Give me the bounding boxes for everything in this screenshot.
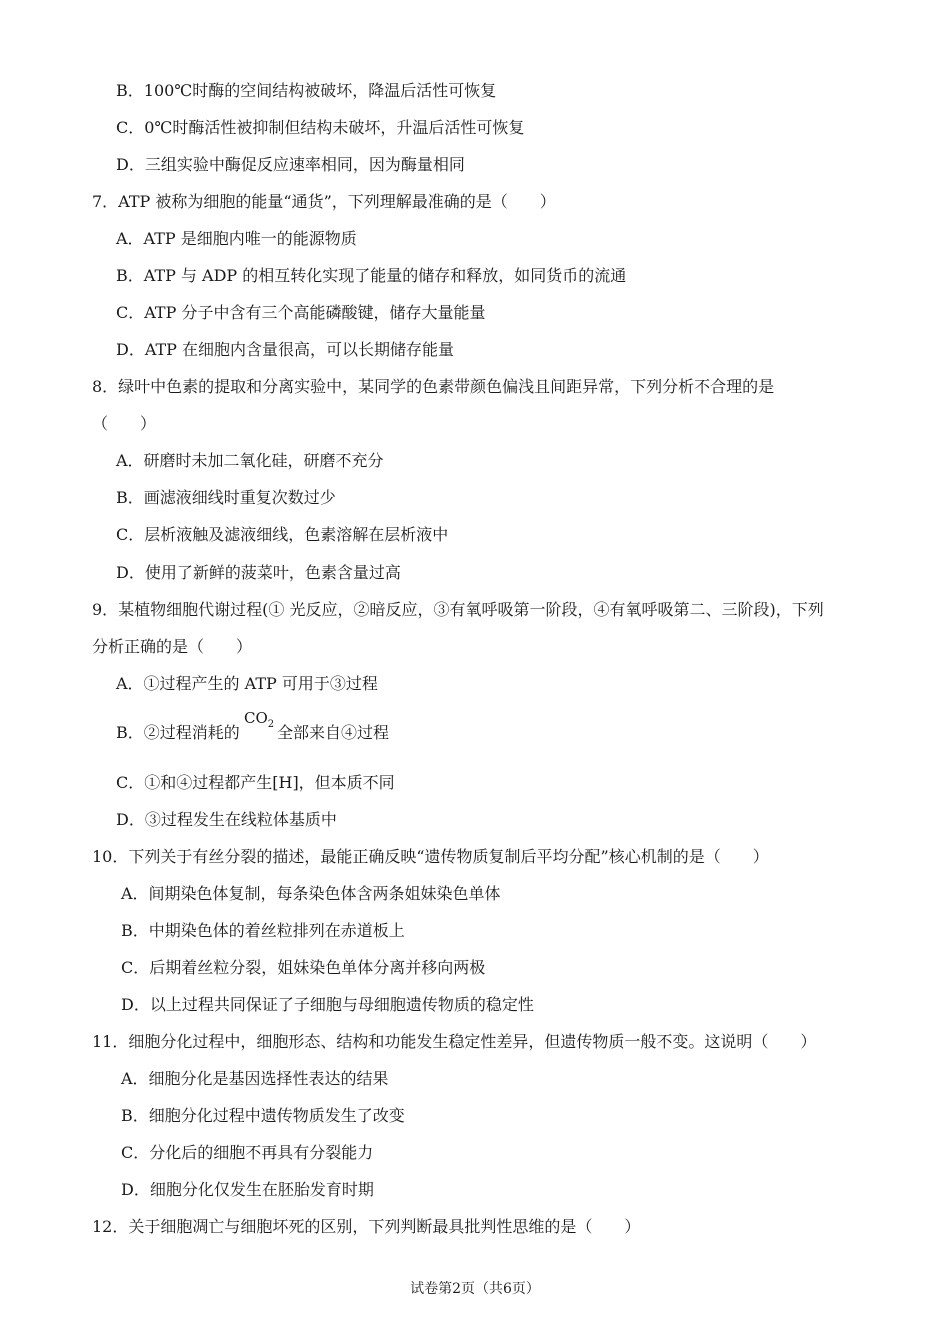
q12-stem: 12．关于细胞凋亡与细胞坏死的区别，下列判断最具批判性思维的是（ ） xyxy=(92,1217,641,1236)
co2-formula: $CO_2$ xyxy=(244,709,275,730)
q11-stem: 11．细胞分化过程中，细胞形态、结构和功能发生稳定性差异，但遗传物质一般不变。这说明（ ） xyxy=(92,1032,817,1051)
q9-stem-cont: 分析正确的是（ ） xyxy=(92,637,253,656)
q10-stem: 10．下列关于有丝分裂的描述，最能正确反映“遗传物质复制后平均分配”核心机制的是（ ） xyxy=(92,847,769,866)
q11-option-b: B．细胞分化过程中遗传物质发生了改变 xyxy=(121,1106,405,1125)
q11-option-c: C．分化后的细胞不再具有分裂能力 xyxy=(121,1143,374,1162)
q7-option-a: A．ATP 是细胞内唯一的能源物质 xyxy=(116,229,357,248)
q8-option-d: D．使用了新鲜的菠菜叶，色素含量过高 xyxy=(116,563,401,582)
q9-stem: 9．某植物细胞代谢过程(① 光反应，②暗反应，③有氧呼吸第一阶段，④有氧呼吸第二、三阶段)，下列 xyxy=(92,600,824,619)
q9-option-c: C．①和④过程都产生[H]，但本质不同 xyxy=(116,773,395,792)
q9-option-a: A．①过程产生的 ATP 可用于③过程 xyxy=(116,674,378,693)
q7-stem: 7．ATP 被称为细胞的能量“通货”，下列理解最准确的是（ ） xyxy=(92,192,556,211)
q9-option-b: B．②过程消耗的 xyxy=(116,723,240,742)
q8-option-b: B．画滤液细线时重复次数过少 xyxy=(116,488,336,507)
q10-option-a: A．间期染色体复制，每条染色体含两条姐妹染色单体 xyxy=(121,884,501,903)
q10-option-c: C．后期着丝粒分裂，姐妹染色单体分离并移向两极 xyxy=(121,958,486,977)
q6-option-b: B．100℃时酶的空间结构被破坏，降温后活性可恢复 xyxy=(116,81,497,100)
q11-option-d: D．细胞分化仅发生在胚胎发育时期 xyxy=(121,1180,374,1199)
q7-option-d: D．ATP 在细胞内含量很高，可以长期储存能量 xyxy=(116,340,455,359)
q8-option-c: C．层析液触及滤液细线，色素溶解在层析液中 xyxy=(116,525,449,544)
q7-option-c: C．ATP 分子中含有三个高能磷酸键，储存大量能量 xyxy=(116,303,486,322)
q6-option-c: C．0℃时酶活性被抑制但结构未破坏，升温后活性可恢复 xyxy=(116,118,525,137)
page-footer: 试卷第2页（共6页） xyxy=(410,1281,540,1297)
q9-option-b-cont: 全部来自④过程 xyxy=(277,723,390,742)
q7-option-b: B．ATP 与 ADP 的相互转化实现了能量的储存和释放，如同货币的流通 xyxy=(116,266,627,285)
q6-option-d: D．三组实验中酶促反应速率相同，因为酶量相同 xyxy=(116,155,465,174)
q8-stem-bracket: （ ） xyxy=(92,414,157,433)
q8-stem: 8．绿叶中色素的提取和分离实验中，某同学的色素带颜色偏浅且间距异常，下列分析不合理的是 xyxy=(92,377,775,396)
q8-option-a: A．研磨时未加二氧化硅，研磨不充分 xyxy=(116,451,384,470)
q10-option-b: B．中期染色体的着丝粒排列在赤道板上 xyxy=(121,921,405,940)
q10-option-d: D．以上过程共同保证了子细胞与母细胞遗传物质的稳定性 xyxy=(121,995,534,1014)
q9-option-d: D．③过程发生在线粒体基质中 xyxy=(116,810,337,829)
q11-option-a: A．细胞分化是基因选择性表达的结果 xyxy=(121,1069,389,1088)
